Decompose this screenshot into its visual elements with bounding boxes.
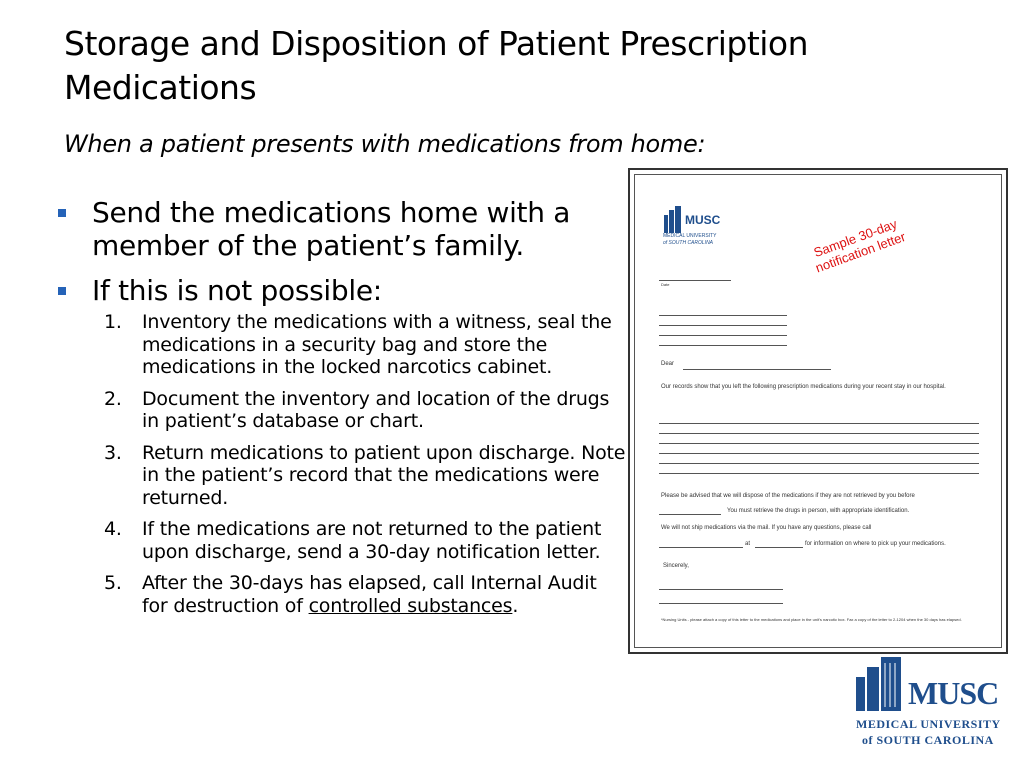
controlled-substances-link[interactable]: controlled substances (308, 594, 513, 617)
step-text-part: After the 30-days has elapsed, call Internal Audit for destruction of (142, 572, 597, 617)
step-number: 2. (104, 387, 122, 410)
dear-line (683, 369, 831, 370)
records-text: Our records show that you left the following prescription medications during your recent stay in our hospital. (661, 384, 946, 390)
step-number: 3. (104, 441, 122, 464)
info-text: for information on where to pick up your medications. (805, 541, 946, 547)
step-item (104, 442, 626, 510)
address-line (659, 325, 787, 326)
med-line (659, 433, 979, 434)
step-text (142, 572, 597, 617)
phone-blank-line (659, 547, 743, 548)
bullet-item (56, 196, 626, 262)
at-text: at (745, 541, 751, 547)
letter-logo-line2: of SOUTH CAROLINA (663, 240, 714, 246)
date-blank-line (659, 514, 721, 515)
retrieve-text: You must retrieve the drugs in person, with appropriate identification. (727, 508, 910, 514)
address-line (659, 335, 787, 336)
step-number: 5. (104, 572, 122, 594)
footnote-text: *Nursing Units - please attach a copy of this letter to the medications and place in the unit's narcotic box. Fax a copy of the letter to 2-1204 when the 30 days has elapsed. (661, 617, 962, 622)
step-number: 4. (104, 518, 122, 540)
numbered-steps (104, 311, 626, 617)
med-line (659, 473, 979, 474)
no-ship-text: We will not ship medications via the mail. If you have any questions, please call (661, 525, 872, 531)
musc-building-icon (854, 655, 904, 711)
letter-logo-icon (663, 205, 683, 233)
step-number: 1. (104, 311, 122, 333)
bullet-text: If this is not possible: (92, 274, 382, 307)
med-line (659, 443, 979, 444)
slide-subtitle: When a patient presents with medications from home: (64, 130, 706, 158)
date-label: Date (661, 282, 670, 287)
musc-logo-line2: of SOUTH CAROLINA (862, 733, 994, 747)
location-blank-line (755, 547, 803, 548)
dear-label: Dear (661, 361, 675, 367)
sample-letter-image (628, 168, 1008, 654)
musc-logo (848, 655, 1008, 755)
bullet-text: Send the medications home with a member of the patient’s family. (92, 196, 571, 262)
sincerely-text: Sincerely, (663, 563, 689, 569)
bullet-square-icon (58, 287, 66, 295)
step-text-part: . (512, 594, 519, 617)
letter-logo-line1: MEDICAL UNIVERSITY (663, 233, 717, 239)
med-line (659, 453, 979, 454)
med-line (659, 423, 979, 424)
step-text: Document the inventory and location of the drugs in patient’s database or chart. (142, 387, 610, 432)
med-line (659, 463, 979, 464)
signature-line (659, 589, 783, 590)
sample-letter-page (634, 174, 1002, 648)
musc-logo-line1: MEDICAL UNIVERSITY (856, 717, 1001, 731)
step-text: If the medications are not returned to the patient upon discharge, send a 30-day notification letter. (142, 518, 602, 563)
step-item (104, 518, 626, 563)
musc-logo-name: MUSC (908, 675, 999, 711)
date-line (659, 280, 731, 281)
address-line (659, 345, 787, 346)
letter-logo-name: MUSC (685, 213, 721, 227)
bullet-item (56, 274, 626, 307)
step-item (104, 572, 626, 617)
step-text: Return medications to patient upon discharge. Note in the patient’s record that the medications were returned. (142, 441, 626, 509)
bullet-list (56, 196, 626, 626)
sample-annotation: Sample 30-day notification letter (811, 216, 908, 276)
signature-line (659, 603, 783, 604)
step-item (104, 311, 626, 379)
step-item (104, 388, 626, 433)
advised-text: Please be advised that we will dispose of the medications if they are not retrieved by you before (661, 493, 915, 499)
step-text: Inventory the medications with a witness, seal the medications in a security bag and store the medications in the locked narcotics cabinet. (142, 311, 612, 378)
slide-title: Storage and Disposition of Patient Prescription Medications (64, 24, 809, 107)
bullet-square-icon (58, 209, 66, 217)
address-line (659, 315, 787, 316)
